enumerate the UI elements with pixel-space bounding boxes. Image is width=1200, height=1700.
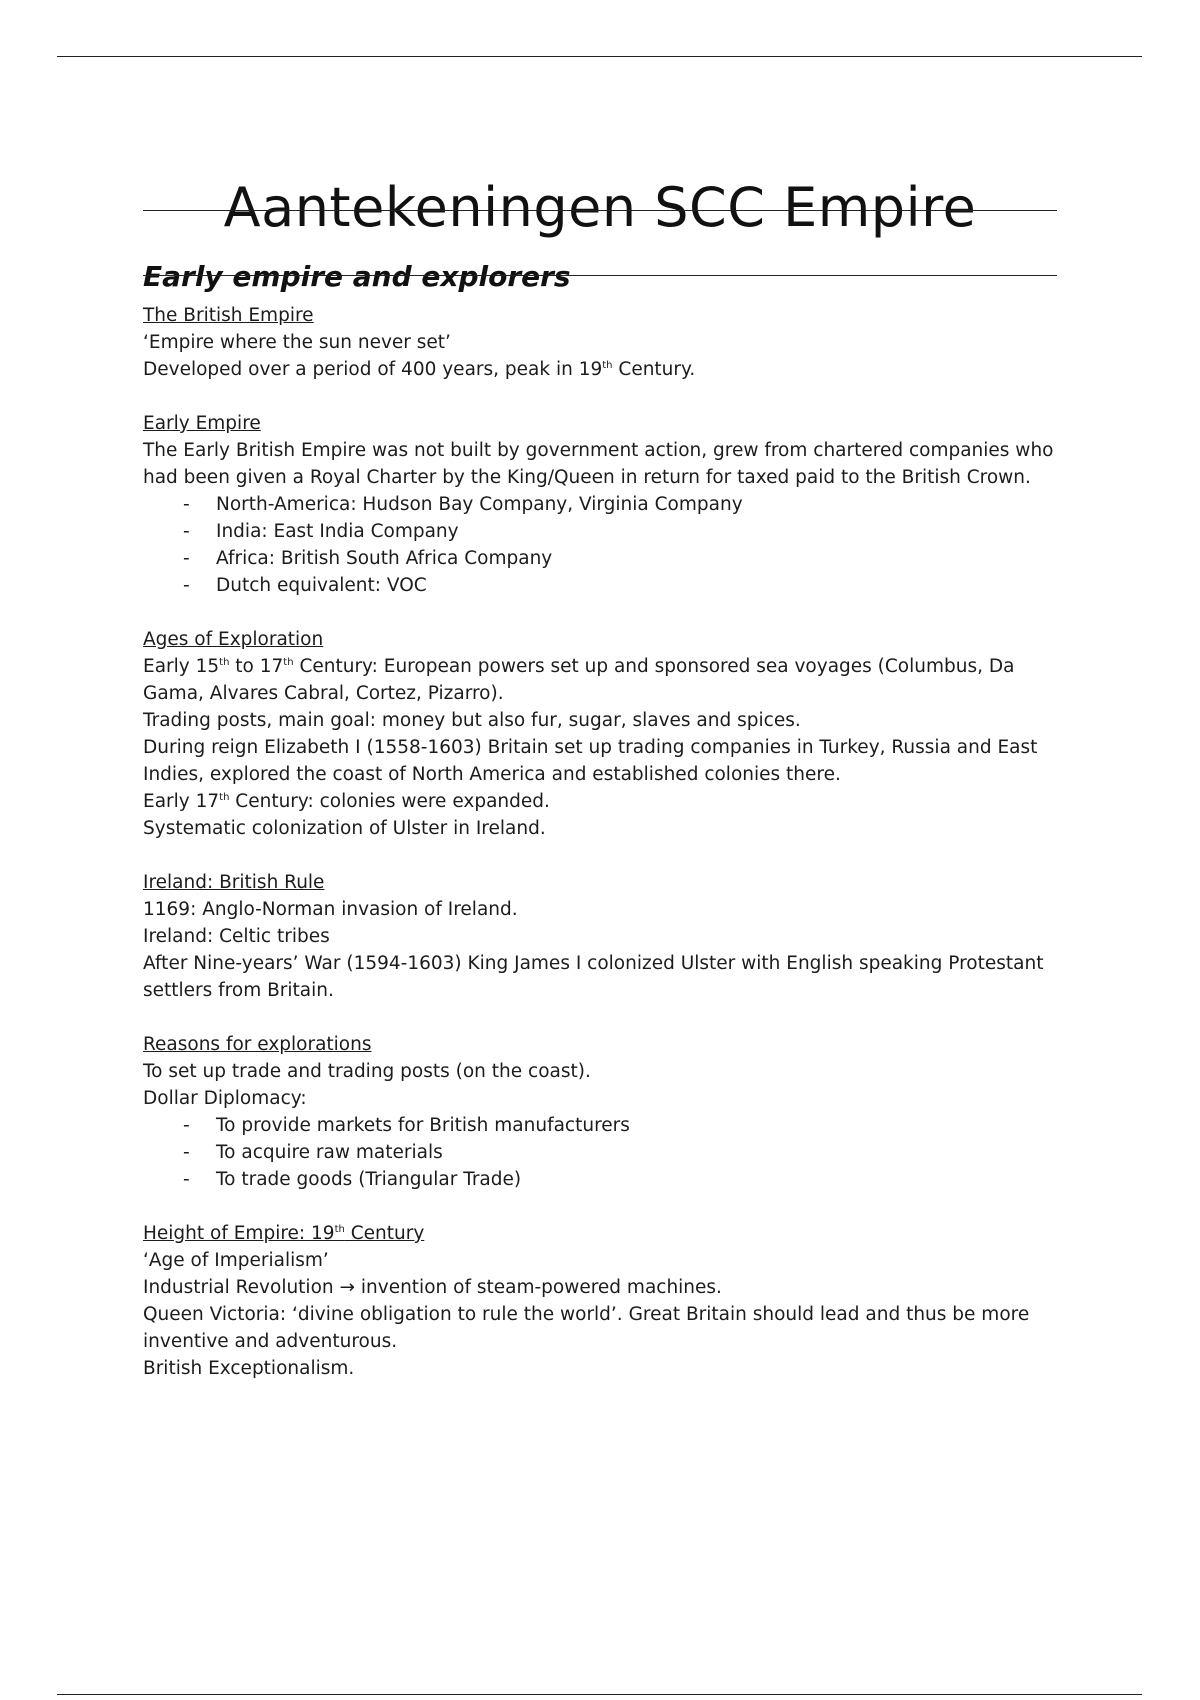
exploration-paragraph-4: [143, 788, 1063, 815]
block-ireland: [143, 869, 1063, 1004]
heading-british-empire: The British Empire: [143, 305, 314, 326]
developed-text: Developed over a period of 400 years, peak in 19: [143, 359, 603, 380]
list-item: [143, 518, 1063, 545]
text-span: to 17: [229, 656, 284, 677]
dash-marker: -: [183, 575, 190, 596]
height-paragraph-3: Queen Victoria: ‘divine obligation to rule the world’. Great Britain should lead and thus be more inventive and adventurous.: [143, 1304, 1030, 1352]
list-item: [143, 1112, 1063, 1139]
superscript: th: [283, 657, 294, 668]
exploration-paragraph-5: Systematic colonization of Ulster in Ireland.: [143, 818, 546, 839]
heading-ireland-british-rule: Ireland: British Rule: [143, 872, 325, 893]
list-item: [143, 1166, 1063, 1193]
dollar-diplomacy-list: [143, 1112, 1063, 1193]
superscript: th: [219, 792, 230, 803]
page-top-rule: [57, 56, 1142, 57]
text-span: Century: European powers set up and sponsored sea voyages (Columbus, Da Gama, Alvares Cabral, Cortez, Pizarro).: [143, 656, 1015, 704]
list-item-text: North-America: Hudson Bay Company, Virginia Company: [216, 494, 743, 515]
dash-marker: -: [183, 1142, 190, 1163]
block-exploration: [143, 626, 1063, 842]
height-paragraph-2: Industrial Revolution → invention of steam-powered machines.: [143, 1277, 722, 1298]
superscript: th: [334, 1224, 345, 1235]
dash-marker: -: [183, 494, 190, 515]
exploration-paragraph-3: During reign Elizabeth I (1558-1603) Britain set up trading companies in Turkey, Russia and East Indies, explored the coast of North America and established colonies there.: [143, 737, 1038, 785]
section-underline: [143, 275, 1057, 276]
document-title: Aantekeningen SCC Empire: [223, 176, 977, 240]
list-item-text: Africa: British South Africa Company: [216, 548, 553, 569]
height-paragraph-1: ‘Age of Imperialism’: [143, 1250, 329, 1271]
list-item-text: India: East India Company: [216, 521, 459, 542]
dash-marker: -: [183, 521, 190, 542]
text-span: Early 17: [143, 791, 220, 812]
list-item: [143, 572, 1063, 599]
reasons-paragraph-1: To set up trade and trading posts (on the coast).: [143, 1061, 591, 1082]
text-span: Century: [344, 1223, 425, 1244]
list-item-text: To trade goods (Triangular Trade): [216, 1169, 522, 1190]
height-paragraph-4: British Exceptionalism.: [143, 1358, 355, 1379]
block-height-of-empire: [143, 1220, 1063, 1382]
reasons-paragraph-2: Dollar Diplomacy:: [143, 1088, 307, 1109]
text-span: Height of Empire: 19: [143, 1223, 335, 1244]
list-item-text: To acquire raw materials: [216, 1142, 443, 1163]
text-span: Century: colonies were expanded.: [229, 791, 550, 812]
early-empire-paragraph: The Early British Empire was not built by government action, grew from chartered companies who had been given a Royal Charter by the King/Queen in return for taxed paid to the British Crown.: [143, 440, 1054, 488]
heading-reasons-for-explorations: Reasons for explorations: [143, 1034, 372, 1055]
heading-height-of-empire: [143, 1220, 1063, 1247]
quote-sun-never-set: ‘Empire where the sun never set’: [143, 332, 451, 353]
developed-text-end: Century.: [612, 359, 696, 380]
superscript: th: [219, 657, 230, 668]
exploration-paragraph-2: Trading posts, main goal: money but also fur, sugar, slaves and spices.: [143, 710, 801, 731]
list-item-text: Dutch equivalent: VOC: [216, 575, 427, 596]
list-item-text: To provide markets for British manufacturers: [216, 1115, 630, 1136]
company-list: [143, 491, 1063, 599]
developed-line: [143, 356, 1063, 383]
section-title: Early empire and explorers: [143, 260, 571, 294]
heading-early-empire: Early Empire: [143, 413, 261, 434]
list-item: [143, 545, 1063, 572]
ireland-paragraph-3: After Nine-years’ War (1594-1603) King James I colonized Ulster with English speaking Protestant settlers from Britain.: [143, 953, 1044, 1001]
page-bottom-rule: [57, 1694, 1142, 1695]
superscript: th: [602, 360, 613, 371]
ireland-paragraph-2: Ireland: Celtic tribes: [143, 926, 330, 947]
list-item: [143, 1139, 1063, 1166]
text-span: Early 15: [143, 656, 220, 677]
ireland-paragraph-1: 1169: Anglo-Norman invasion of Ireland.: [143, 899, 518, 920]
list-item: [143, 491, 1063, 518]
heading-ages-of-exploration: Ages of Exploration: [143, 629, 324, 650]
block-british-empire: [143, 302, 1063, 383]
block-early-empire: [143, 410, 1063, 599]
dash-marker: -: [183, 1169, 190, 1190]
dash-marker: -: [183, 548, 190, 569]
notes-body: [143, 302, 1063, 1409]
dash-marker: -: [183, 1115, 190, 1136]
title-underline: [143, 210, 1057, 211]
block-reasons: [143, 1031, 1063, 1193]
exploration-paragraph-1: [143, 653, 1063, 707]
